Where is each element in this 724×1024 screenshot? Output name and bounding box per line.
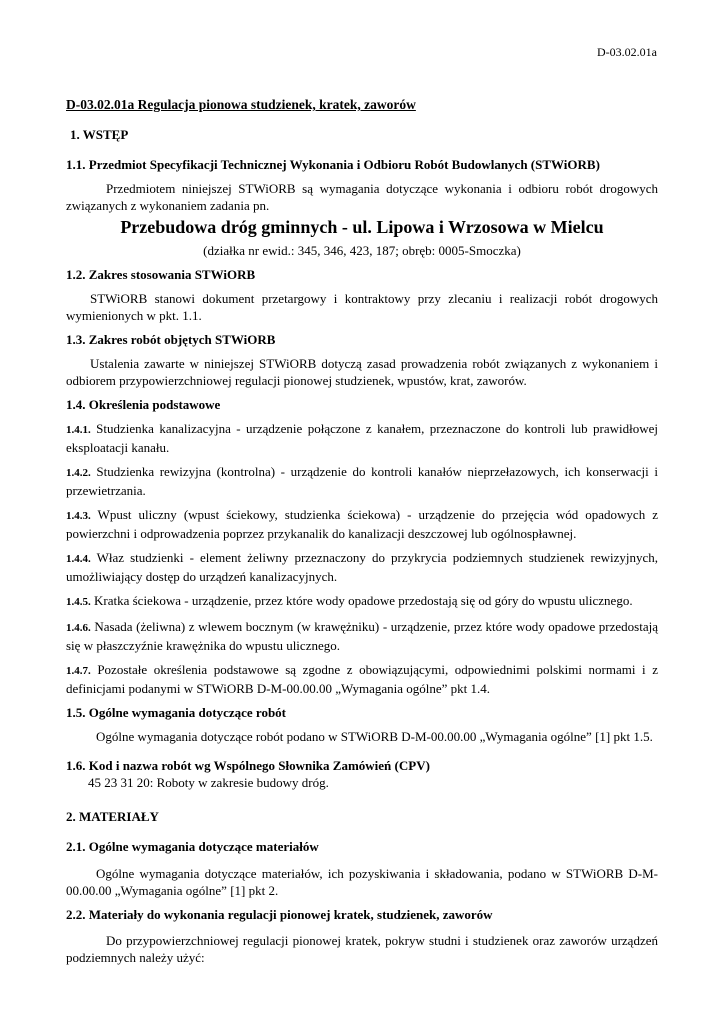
section-2-1-text: Ogólne wymagania dotyczące materiałów, ich pozyskiwania i składowania, podano w STWiORB D-M-00.00.00 „Wymagania ogólne” [1] pkt 2. [66, 866, 658, 898]
section-1-5-text: Ogólne wymagania dotyczące robót podano w STWiORB D-M-00.00.00 „Wymagania ogólne” [1] pkt 1.5. [96, 729, 653, 744]
section-heading-1-1: 1.1. Przedmiot Specyfikacji Technicznej Wykonania i Odbioru Robót Budowlanych (STWiORB) [66, 157, 600, 172]
section-heading-1: 1. WSTĘP [70, 127, 129, 142]
definition-number: 1.4.1. [66, 424, 91, 436]
definition-number: 1.4.4. [66, 553, 91, 565]
definition-item [66, 506, 658, 542]
definition-item [66, 618, 658, 654]
definition-text: Studzienka kanalizacyjna - urządzenie połączone z kanałem, przeznaczone do kontroli lub prawidłowej eksploatacji kanału. [66, 421, 658, 455]
definition-item [66, 592, 658, 611]
section-heading-1-2: 1.2. Zakres stosowania STWiORB [66, 267, 256, 282]
section-1-3-text: Ustalenia zawarte w niniejszej STWiORB dotyczą zasad prowadzenia robót związanych z wykonaniem i odbiorem przypowierzchniowej regulacji pionowej studzienek, wpustów, krat, zaworów. [66, 356, 658, 388]
section-1-2-text: STWiORB stanowi dokument przetargowy i kontraktowy przy zlecaniu i realizacji robót drogowych wymienionych w pkt. 1.1. [66, 291, 658, 323]
definition-item [66, 420, 658, 456]
definition-text: Studzienka rewizyjna (kontrolna) - urządzenie do kontroli kanałów nieprzełazowych, ich konserwacji i przewietrzania. [66, 464, 658, 498]
definition-number: 1.4.6. [66, 622, 91, 634]
section-heading-1-3: 1.3. Zakres robót objętych STWiORB [66, 332, 276, 347]
definition-text: Nasada (żeliwna) z wlewem bocznym (w krawężniku) - urządzenie, przez które wody opadowe przedostają się w płaszczyźnie krawężnika do wpustu ulicznego. [66, 619, 658, 653]
cpv-code-text: 45 23 31 20: Roboty w zakresie budowy dróg. [88, 775, 329, 790]
project-name: Przebudowa dróg gminnych - ul. Lipowa i Wrzosowa w Mielcu [120, 217, 604, 237]
section-heading-1-6: 1.6. Kod i nazwa robót wg Wspólnego Słownika Zamówień (CPV) [66, 758, 430, 773]
document-code-header: D-03.02.01a [597, 45, 657, 59]
section-heading-2-1: 2.1. Ogólne wymagania dotyczące materiałów [66, 839, 319, 854]
section-heading-2: 2. MATERIAŁY [66, 809, 159, 824]
section-2-2-text: Do przypowierzchniowej regulacji pionowej kratek, pokryw studni i studzienek oraz zaworów urządzeń podziemnych należy użyć: [66, 933, 658, 965]
definition-text: Wpust uliczny (wpust ściekowy, studzienka ściekowa) - urządzenie do przejęcia wód opadowych z powierzchni i odprowadzenia poprzez przykanalik do kanalizacji deszczowej lub ogólnospławnej. [66, 507, 658, 541]
definition-text: Pozostałe określenia podstawowe są zgodne z obowiązującymi, odpowiednimi polskimi normami i z definicjami podanymi w STWiORB D-M-00.00.00 „Wymagania ogólne” pkt 1.4. [66, 662, 658, 696]
section-1-1-text: Przedmiotem niniejszej STWiORB są wymagania dotyczące wykonania i odbioru robót drogowych związanych z wykonaniem zadania pn. [66, 181, 658, 213]
section-heading-1-4: 1.4. Określenia podstawowe [66, 397, 221, 412]
definition-text: Właz studzienki - element żeliwny przeznaczony do przykrycia podziemnych studzienek rewizyjnych, umożliwiający dostęp do urządzeń kanalizacyjnych. [66, 550, 658, 584]
definition-text: Kratka ściekowa - urządzenie, przez które wody opadowe przedostają się od góry do wpustu ulicznego. [90, 593, 633, 608]
section-heading-1-5: 1.5. Ogólne wymagania dotyczące robót [66, 705, 287, 720]
section-heading-2-2: 2.2. Materiały do wykonania regulacji pionowej kratek, studzienek, zaworów [66, 907, 493, 922]
definition-number: 1.4.3. [66, 510, 91, 522]
definition-item [66, 549, 658, 585]
document-title: D-03.02.01a Regulacja pionowa studzienek, kratek, zaworów [66, 97, 416, 112]
definition-number: 1.4.7. [66, 665, 91, 677]
document-body [66, 96, 658, 973]
definition-number: 1.4.5. [66, 596, 91, 608]
parcel-info: (działka nr ewid.: 345, 346, 423, 187; obręb: 0005-Smoczka) [203, 243, 521, 258]
definition-item [66, 661, 658, 697]
definition-number: 1.4.2. [66, 467, 91, 479]
definition-item [66, 463, 658, 499]
